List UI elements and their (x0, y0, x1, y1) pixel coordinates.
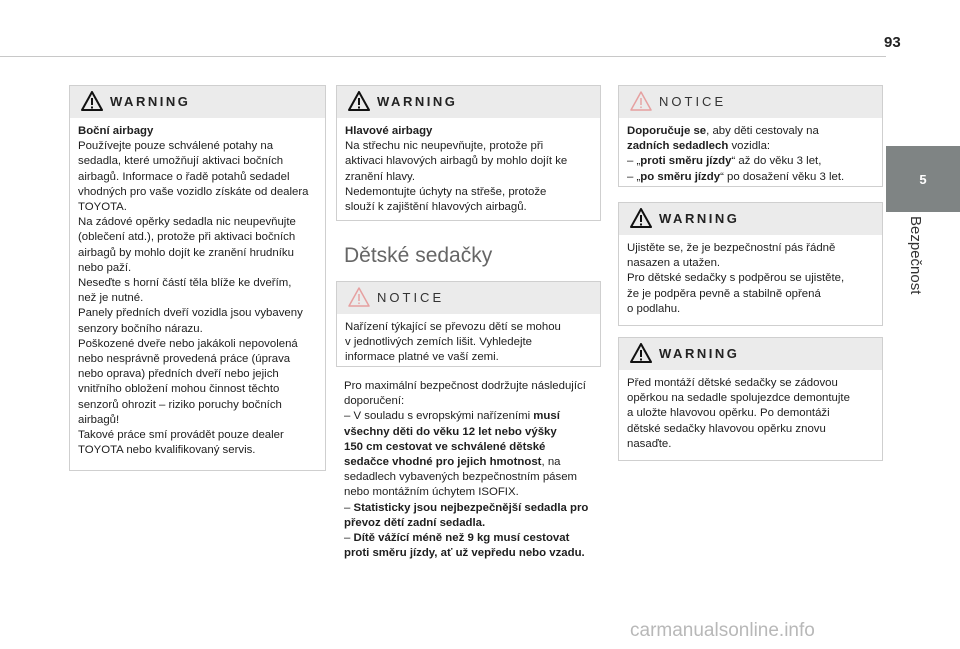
text-line: Nedemontujte úchyty na střeše, protože (345, 185, 547, 198)
text-line: Pro maximální bezpečnost dodržujte následující (344, 380, 586, 392)
text-line: zranění hlavy. (345, 170, 416, 183)
child-seat-recommendations (344, 379, 606, 561)
text-line: Poškozené dveře nebo jakákoli nepovolená (78, 337, 298, 350)
text-fragment: , aby děti cestovaly na (706, 125, 819, 137)
text-line: Používejte pouze schválené potahy na (78, 140, 274, 153)
bold-fragment: sedačce vhodné pro jejich hmotnost (344, 456, 542, 469)
text-line: sedadlech vybavených bezpečnostním pásem (344, 471, 578, 484)
text-line: Pro dětské sedačky s podpěrou se ujistěte, (627, 272, 845, 285)
text-line: nebo paží. (78, 261, 132, 274)
text-line: nebo nesprávně provedená práce (úprava (78, 353, 291, 366)
text-line: nebo oprava) předních dveří nebo jejich (78, 368, 279, 381)
text-line: TOYOTA nebo kvalifikovaný servis. (78, 444, 256, 457)
text-line: TOYOTA. (78, 201, 127, 214)
text-line: doporučení: (344, 395, 405, 408)
notice-triangle-icon (630, 91, 652, 111)
text-fragment: “ po dosažení věku 3 let. (720, 170, 845, 183)
warning-title: WARNING (659, 211, 740, 226)
text-line (627, 170, 874, 185)
text-line: Neseďte s horní částí těla blíže ke dveřím, (78, 277, 292, 290)
text-fragment: – „ (627, 155, 641, 168)
text-line: že je podpěra pevně a stabilně opřená (627, 287, 821, 300)
text-line: než je nutné. (78, 292, 144, 305)
text-fragment: , na (541, 456, 561, 469)
warning-header (619, 338, 882, 370)
text-line: senzorů ohrozit – riziko poruchy bočních (78, 398, 282, 411)
bold-fragment: proti směru jízdy (640, 155, 732, 168)
text-line: aktivaci hlavových airbagů by mohlo dojít ke (345, 155, 568, 168)
text-line: Takové práce smí provádět pouze dealer (78, 429, 284, 442)
text-line: o podlahu. (627, 302, 681, 315)
text-fragment: – (344, 532, 354, 545)
warning-header (337, 86, 600, 118)
text-line: nebo montážním úchytem ISOFIX. (344, 486, 519, 499)
text-line: opěrkou na sedadle spolujezdce demontujte (627, 392, 850, 405)
warning-title: WARNING (659, 346, 740, 361)
warning-triangle-icon (630, 208, 652, 228)
notice-box-rear-seats (618, 85, 883, 187)
text-line: vhodných pro vaše vozidlo získáte od dealera (78, 185, 309, 198)
text-fragment: “ až do věku 3 let, (731, 155, 822, 168)
text-line: Na zádové opěrky sedadla nic neupevňujte (78, 216, 296, 229)
warning-box-seat-belt (618, 202, 883, 326)
bold-fragment: musí (533, 410, 560, 423)
warning-triangle-icon (81, 91, 103, 111)
text-line: v jednotlivých zemích lišit. Vyhledejte (345, 336, 532, 349)
text-line: Před montáží dětské sedačky se zádovou (627, 377, 838, 389)
text-line (627, 139, 874, 154)
top-rule (0, 56, 886, 57)
text-line: Na střechu nic neupevňujte, protože při (345, 140, 544, 153)
notice-title: NOTICE (377, 290, 445, 305)
notice-header (619, 86, 882, 118)
text-line (344, 455, 606, 470)
warning-header (619, 203, 882, 235)
notice-title: NOTICE (659, 94, 727, 109)
text-line: informace platné ve vaší zemi. (345, 351, 499, 364)
text-line: airbagů! (78, 413, 120, 426)
notice-triangle-icon (348, 287, 370, 307)
text-line: proti směru jízdy, ať už vepředu nebo vzadu. (344, 547, 585, 560)
text-line: (oblečení atd.), protože při aktivaci bočních (78, 231, 296, 244)
warning-triangle-icon (630, 343, 652, 363)
section-title: Dětské sedačky (344, 244, 493, 267)
notice-header (337, 282, 600, 314)
watermark: carmanualsonline.info (630, 620, 815, 641)
text-line: Ujistěte se, že je bezpečnostní pás řádně (627, 242, 836, 254)
warning-triangle-icon (348, 91, 370, 111)
page-number: 93 (884, 34, 901, 51)
text-line (627, 124, 874, 139)
warning-heading: Hlavové airbagy (345, 125, 433, 137)
bold-fragment: Dítě vážící méně než 9 kg musí cestovat (353, 532, 570, 545)
text-line (344, 409, 606, 424)
text-line: dětské sedačky hlavovou opěrku znovu (627, 422, 826, 435)
notice-box-regulations (336, 281, 601, 367)
warning-box-head-airbags (336, 85, 601, 221)
bold-fragment: Doporučuje se (627, 125, 707, 137)
text-line: airbagů by mohlo dojít ke zranění hrudníku (78, 246, 294, 259)
bold-fragment: po směru jízdy (640, 170, 721, 183)
warning-heading: Boční airbagy (78, 125, 154, 137)
chapter-tab[interactable] (886, 146, 960, 212)
text-line: slouží k zajištění hlavových airbagů. (345, 201, 527, 214)
chapter-label: Bezpečnost (907, 216, 924, 295)
warning-header (70, 86, 325, 118)
text-line: sedadla, které umožňují aktivaci bočních (78, 155, 284, 168)
text-line: airbagů. Informace o řadě potahů sedadel (78, 170, 290, 183)
text-line: senzory bočního nárazu. (78, 322, 203, 335)
warning-box-side-airbags (69, 85, 326, 471)
text-line (627, 154, 874, 169)
bold-fragment: Statisticky jsou nejbezpečnější sedadla pro (353, 501, 589, 514)
text-line: všechny děti do věku 12 let nebo výšky (344, 425, 557, 438)
text-line: 150 cm cestovat ve schválené dětské (344, 440, 546, 453)
text-line: Panely předních dveří vozidla jsou vybaveny (78, 307, 303, 320)
text-fragment: – (344, 501, 354, 514)
text-fragment: – „ (627, 170, 641, 183)
text-line: nasazen a utažen. (627, 257, 721, 270)
text-line: převoz dětí zadní sedadla. (344, 516, 486, 529)
text-line: nasaďte. (627, 437, 672, 450)
text-line (344, 501, 606, 516)
text-line: vnitřního obložení mohou činnost těchto (78, 383, 280, 396)
text-fragment: vozidla: (728, 140, 771, 153)
warning-box-head-restraint (618, 337, 883, 461)
text-line (344, 531, 606, 546)
warning-title: WARNING (377, 94, 458, 109)
warning-title: WARNING (110, 94, 191, 109)
text-fragment: – V souladu s evropskými nařízeními (344, 410, 534, 423)
text-line: Nařízení týkající se převozu dětí se mohou (345, 321, 561, 333)
chapter-number: 5 (919, 171, 927, 187)
bold-fragment: zadních sedadlech (627, 140, 729, 153)
text-line: a uložte hlavovou opěrku. Po demontáži (627, 407, 830, 420)
